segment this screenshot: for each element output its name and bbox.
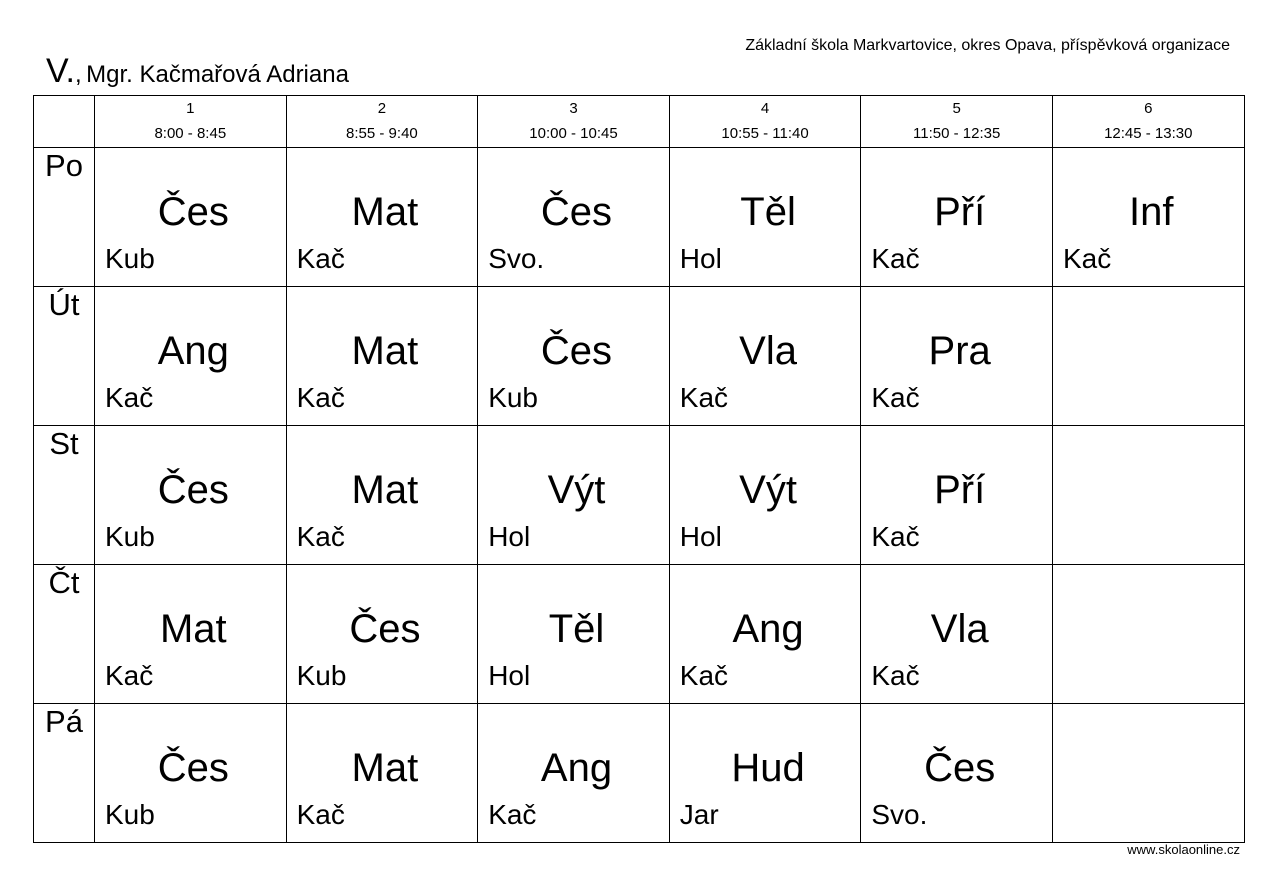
lesson-cell-empty[interactable] xyxy=(1052,704,1244,843)
lesson-subject: Vla xyxy=(739,329,797,373)
lesson-teacher: Hol xyxy=(488,521,531,552)
period-number: 4 xyxy=(760,100,770,117)
day-row-ut xyxy=(34,287,1245,426)
lesson-teacher: Svo. xyxy=(871,799,928,830)
lesson-subject: Vla xyxy=(930,607,989,651)
period-time: 12:45 - 13:30 xyxy=(1104,125,1193,142)
lesson-cell[interactable] xyxy=(95,148,287,287)
lesson-teacher: Kač xyxy=(871,243,920,274)
lesson-cell[interactable] xyxy=(478,287,670,426)
day-label: Pá xyxy=(34,704,95,843)
period-time: 8:00 - 8:45 xyxy=(154,125,227,142)
class-separator: , xyxy=(75,61,82,88)
lesson-cell[interactable] xyxy=(95,704,287,843)
lesson-subject: Čes xyxy=(157,746,229,790)
day-label: St xyxy=(34,426,95,565)
lesson-subject: Mat xyxy=(351,329,419,373)
lesson-cell[interactable] xyxy=(286,287,478,426)
lesson-subject: Čes xyxy=(349,607,421,651)
day-label: Út xyxy=(34,287,95,426)
lesson-cell-empty[interactable] xyxy=(1052,426,1244,565)
lesson-subject: Mat xyxy=(351,190,419,234)
lesson-teacher: Kač xyxy=(488,799,537,830)
lesson-subject: Čes xyxy=(540,329,613,373)
lesson-cell[interactable] xyxy=(478,426,670,565)
lesson-subject: Ang xyxy=(540,746,613,790)
lesson-teacher: Hol xyxy=(679,521,722,552)
lesson-subject: Mat xyxy=(159,607,227,651)
lesson-cell[interactable] xyxy=(478,565,670,704)
lesson-cell[interactable] xyxy=(669,148,861,287)
lesson-cell[interactable] xyxy=(95,287,287,426)
lesson-cell[interactable] xyxy=(1052,148,1244,287)
lesson-teacher: Hol xyxy=(679,243,722,274)
period-time: 11:50 - 12:35 xyxy=(913,125,1001,142)
period-number: 3 xyxy=(569,100,578,117)
lesson-cell[interactable] xyxy=(478,704,670,843)
day-row-pa xyxy=(34,704,1245,843)
lesson-subject: Výt xyxy=(739,468,797,512)
lesson-subject: Výt xyxy=(547,468,606,512)
lesson-teacher: Kač xyxy=(679,382,729,413)
lesson-teacher: Kač xyxy=(296,799,345,830)
lesson-teacher: Kač xyxy=(871,660,920,691)
lesson-cell-empty[interactable] xyxy=(1052,565,1244,704)
lesson-subject: Těl xyxy=(740,190,796,234)
lesson-subject: Ang xyxy=(157,329,229,373)
period-header xyxy=(95,96,287,148)
lesson-cell[interactable] xyxy=(861,565,1053,704)
day-label: Čt xyxy=(34,565,95,704)
period-time: 10:00 - 10:45 xyxy=(529,125,618,142)
lesson-teacher: Kač xyxy=(105,660,154,691)
lesson-cell[interactable] xyxy=(669,704,861,843)
timetable xyxy=(33,95,1245,843)
corner-cell xyxy=(34,96,95,148)
lesson-teacher: Kub xyxy=(105,243,155,274)
lesson-cell[interactable] xyxy=(669,426,861,565)
period-number: 1 xyxy=(186,100,195,117)
day-row-po xyxy=(34,148,1245,287)
period-time: 10:55 - 11:40 xyxy=(721,125,809,142)
lesson-teacher: Kač xyxy=(105,382,154,413)
period-header xyxy=(286,96,478,148)
lesson-subject: Čes xyxy=(924,746,996,790)
lesson-cell[interactable] xyxy=(861,704,1053,843)
period-header-row xyxy=(34,96,1245,148)
period-header xyxy=(861,96,1053,148)
lesson-subject: Čes xyxy=(540,190,613,234)
lesson-teacher: Hol xyxy=(488,660,531,691)
day-row-ct xyxy=(34,565,1245,704)
lesson-subject: Těl xyxy=(548,607,605,651)
period-number: 6 xyxy=(1144,100,1153,117)
day-label: Po xyxy=(34,148,95,287)
lesson-cell[interactable] xyxy=(669,287,861,426)
day-row-st xyxy=(34,426,1245,565)
period-header xyxy=(669,96,861,148)
lesson-subject: Hud xyxy=(731,746,805,790)
class-name: V. xyxy=(46,52,76,90)
lesson-cell[interactable] xyxy=(286,565,478,704)
lesson-teacher: Kač xyxy=(296,521,345,552)
lesson-teacher: Kač xyxy=(1062,243,1112,274)
lesson-teacher: Kač xyxy=(871,521,920,552)
lesson-subject: Pra xyxy=(928,329,991,373)
lesson-cell[interactable] xyxy=(861,426,1053,565)
lesson-teacher: Kub xyxy=(296,660,347,691)
lesson-teacher: Jar xyxy=(679,799,719,830)
lesson-cell[interactable] xyxy=(95,565,287,704)
lesson-subject: Ang xyxy=(732,607,804,651)
period-header xyxy=(478,96,670,148)
lesson-teacher: Kač xyxy=(296,382,345,413)
lesson-cell[interactable] xyxy=(286,426,478,565)
lesson-cell[interactable] xyxy=(95,426,287,565)
lesson-cell[interactable] xyxy=(478,148,670,287)
lesson-subject: Mat xyxy=(351,746,419,790)
school-name: Základní škola Markvartovice, okres Opava, příspěvková organizace xyxy=(745,37,1230,54)
lesson-teacher: Kub xyxy=(105,799,155,830)
class-teacher: Mgr. Kačmařová Adriana xyxy=(86,61,349,88)
lesson-subject: Mat xyxy=(351,468,419,512)
lesson-subject: Pří xyxy=(934,190,986,234)
lesson-teacher: Kač xyxy=(296,243,345,274)
period-number: 2 xyxy=(377,100,387,117)
lesson-teacher: Kač xyxy=(679,660,729,691)
lesson-teacher: Kub xyxy=(105,521,155,552)
period-number: 5 xyxy=(952,100,961,117)
lesson-cell[interactable] xyxy=(861,148,1053,287)
lesson-cell[interactable] xyxy=(286,704,478,843)
lesson-teacher: Kač xyxy=(871,382,920,413)
lesson-cell[interactable] xyxy=(861,287,1053,426)
footer-site-link[interactable]: www.skolaonline.cz xyxy=(1127,842,1240,857)
period-time: 8:55 - 9:40 xyxy=(346,125,418,142)
lesson-subject: Čes xyxy=(157,190,229,234)
lesson-cell-empty[interactable] xyxy=(1052,287,1244,426)
period-header xyxy=(1052,96,1244,148)
class-header xyxy=(46,52,349,91)
lesson-subject: Inf xyxy=(1129,190,1174,234)
lesson-teacher: Kub xyxy=(488,382,539,413)
lesson-teacher: Svo. xyxy=(488,243,545,274)
lesson-cell[interactable] xyxy=(286,148,478,287)
lesson-subject: Pří xyxy=(934,468,986,512)
lesson-cell[interactable] xyxy=(669,565,861,704)
lesson-subject: Čes xyxy=(157,468,229,512)
